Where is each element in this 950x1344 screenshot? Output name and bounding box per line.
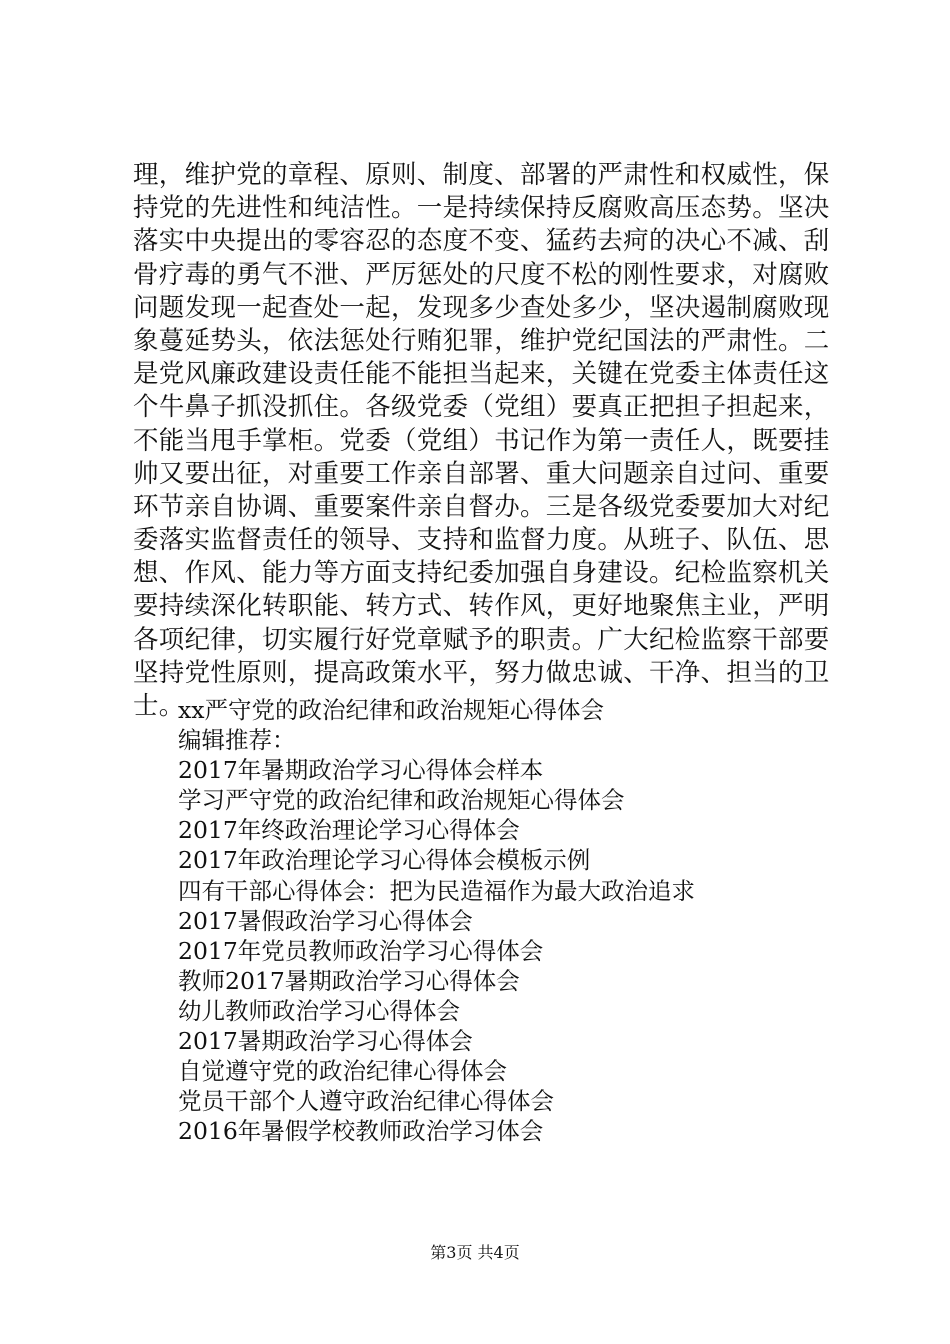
recommended-link[interactable]: 2017年终政治理论学习心得体会 bbox=[178, 816, 520, 845]
recommended-link[interactable]: 2017暑假政治学习心得体会 bbox=[178, 906, 473, 935]
recommended-link[interactable]: 自觉遵守党的政治纪律心得体会 bbox=[178, 1057, 507, 1086]
editor-recommend-label: 编辑推荐： bbox=[178, 726, 296, 755]
body-line: 问题发现一起查处一起，发现多少查处多少，坚决遏制腐败现 bbox=[133, 292, 830, 323]
recommended-link[interactable]: 四有干部心得体会：把为民造福作为最大政治追求 bbox=[178, 876, 695, 905]
body-line: 士。 bbox=[133, 691, 185, 721]
body-line: 持党的先进性和纯洁性。一是持续保持反腐败高压态势。坚决 bbox=[133, 193, 830, 224]
body-line: 委落实监督责任的领导、支持和监督力度。从班子、队伍、思 bbox=[133, 525, 830, 556]
recommended-link[interactable]: 2017年党员教师政治学习心得体会 bbox=[178, 936, 544, 965]
body-line: 想、作风、能力等方面支持纪委加强自身建设。纪检监察机关 bbox=[133, 558, 830, 589]
page-number-footer: 第3页 共4页 bbox=[430, 1243, 520, 1262]
recommendation-section bbox=[178, 695, 858, 1146]
body-line: 象蔓延势头，依法惩处行贿犯罪，维护党纪国法的严肃性。二 bbox=[133, 325, 830, 356]
body-line: 环节亲自协调、重要案件亲自督办。三是各级党委要加大对纪 bbox=[133, 491, 830, 522]
recommended-link[interactable]: 2017年政治理论学习心得体会模板示例 bbox=[178, 846, 591, 875]
article-title: xx严守党的政治纪律和政治规矩心得体会 bbox=[178, 696, 605, 724]
body-paragraph bbox=[133, 159, 833, 723]
body-line: 是党风廉政建设责任能不能担当起来，关键在党委主体责任这 bbox=[133, 359, 830, 390]
body-line: 理，维护党的章程、原则、制度、部署的严肃性和权威性，保 bbox=[133, 160, 830, 190]
recommended-link[interactable]: 2017年暑期政治学习心得体会样本 bbox=[178, 756, 544, 785]
body-line: 不能当甩手掌柜。党委（党组）书记作为第一责任人，既要挂 bbox=[133, 425, 830, 456]
recommended-link[interactable]: 幼儿教师政治学习心得体会 bbox=[178, 996, 460, 1025]
recommended-link[interactable]: 2017暑期政治学习心得体会 bbox=[178, 1027, 473, 1056]
body-line: 骨疗毒的勇气不泄、严厉惩处的尺度不松的刚性要求，对腐败 bbox=[133, 259, 830, 290]
body-line: 落实中央提出的零容忍的态度不变、猛药去疴的决心不减、刮 bbox=[133, 226, 830, 257]
body-line: 个牛鼻子抓没抓住。各级党委（党组）要真正把担子担起来， bbox=[133, 392, 830, 423]
body-line: 要持续深化转职能、转方式、转作风，更好地聚焦主业，严明 bbox=[133, 591, 830, 622]
body-line: 帅又要出征，对重要工作亲自部署、重大问题亲自过问、重要 bbox=[133, 458, 830, 489]
recommended-link[interactable]: 教师2017暑期政治学习心得体会 bbox=[178, 966, 520, 995]
recommended-link[interactable]: 学习严守党的政治纪律和政治规矩心得体会 bbox=[178, 786, 625, 815]
body-line: 各项纪律，切实履行好党章赋予的职责。广大纪检监察干部要 bbox=[133, 624, 830, 655]
recommended-link[interactable]: 2016年暑假学校教师政治学习体会 bbox=[178, 1117, 544, 1146]
recommended-link[interactable]: 党员干部个人遵守政治纪律心得体会 bbox=[178, 1087, 554, 1116]
body-line: 坚持党性原则，提高政策水平，努力做忠诚、干净、担当的卫 bbox=[133, 657, 830, 688]
